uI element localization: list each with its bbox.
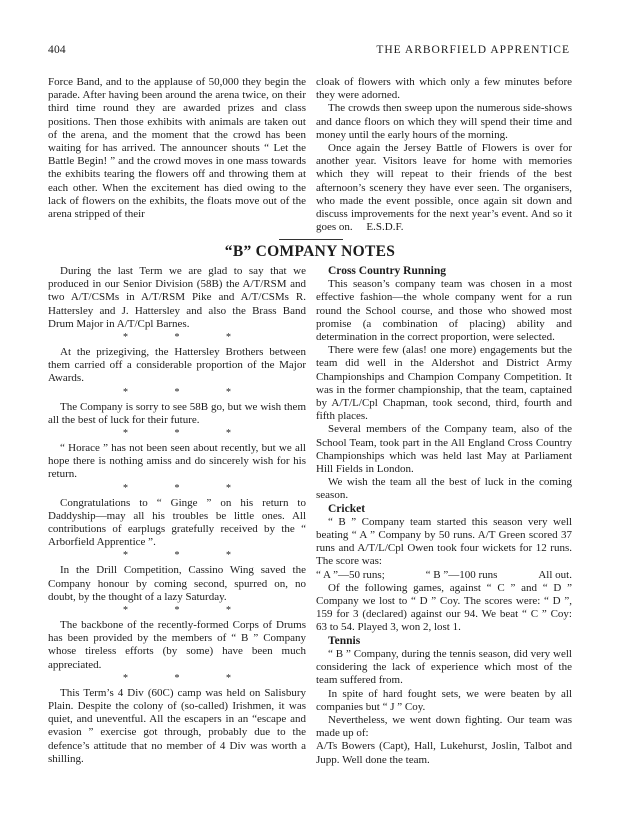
page-number: 404 <box>48 44 66 56</box>
paragraph: Nevertheless, we went down fighting. Our team was made up of: <box>316 713 572 740</box>
article-continuation-right <box>316 76 572 234</box>
paragraph: Once again the Jersey Battle of Flowers is over for another year. Visitors leave for home with memories which they will repeat to their friends of the best afternoon’s scenery they have ever seen. The organisers, who made the event possible, once again sit down and discuss improvements for the next year’s event. And so it goes on. E.S.D.F. <box>316 142 572 234</box>
paragraph: There were few (alas! one more) engagements but the team did well in the Aldershot and District Army Championships and Champion Company Competition. It was in the former championship, that the team, captained by A/T/L/Cpl Chapman, took second, third, fourth and fifth places. <box>316 344 572 423</box>
note-paragraph: “ Horace ” has not been seen about recently, but we all hope there is nothing amiss and do sincerely wish for his return. <box>48 442 306 481</box>
note-paragraph: At the prizegiving, the Hattersley Brothers between them carried off a considerable proportion of the Major Awards. <box>48 346 306 385</box>
separator-stars: * * * <box>123 605 253 617</box>
separator-stars: * * * <box>123 672 253 684</box>
note-paragraph: This Term’s 4 Div (60C) camp was held on Salisbury Plain. Despite the colony of (so-called) Irishmen, it was quiet, and uneventful. All the escapers in an “escape and evasion ” exercise got through, probably due to the defence’s attitude that no member of 4 Div was worth a shilling. <box>48 686 306 765</box>
separator-stars: * * * <box>123 482 253 494</box>
paragraph: cloak of flowers with which only a few minutes before they were adorned. <box>316 76 572 102</box>
separator-stars: * * * <box>123 386 253 398</box>
paragraph: The crowds then sweep upon the numerous side-shows and dance floors on which they will spend their time and money until the early hours of the morning. <box>316 102 572 141</box>
separator-stars: * * * <box>123 332 253 344</box>
paragraph: Several members of the Company team, also of the School Team, took part in the All England Cross Country Championships which was held last May at Parliament Hill Fields in London. <box>316 423 572 476</box>
note-paragraph: The Company is sorry to see 58B go, but we wish them all the best of luck for their future. <box>48 400 306 426</box>
paragraph: Of the following games, against “ C ” and “ D ” Company we lost to “ D ” Coy. The scores were: “ D ”, 159 for 3 (declared) against our 94. We beat “ C ” Coy: 63 to 54. Played 3, won 2, lost 1. <box>316 581 572 634</box>
separator-stars: * * * <box>123 428 253 440</box>
paragraph: In spite of hard fought sets, we were beaten by all companies but “ J ” Coy. <box>316 687 572 713</box>
section-title: “B” COMPANY NOTES <box>224 243 396 260</box>
note-paragraph: In the Drill Competition, Cassino Wing saved the Company honour by coming second, spurred on, no doubt, by the thought of a lazy Saturday. <box>48 564 306 603</box>
cricket-score-line <box>316 569 572 582</box>
section-divider <box>279 239 343 240</box>
cross-country-heading: Cross Country Running <box>328 265 447 277</box>
tennis-heading: Tennis <box>328 634 361 647</box>
paragraph: This season’s company team was chosen in a most effective fashion—the whole company went for a run round the School course, and those who showed most promise (a combination of placing) ability and determination in the correct proportion, were selected. <box>316 278 572 344</box>
separator-stars: * * * <box>123 550 253 562</box>
sports-column <box>316 265 572 767</box>
company-notes-column <box>48 265 306 766</box>
paragraph: Force Band, and to the applause of 50,000 they begin the parade. After having been around the arena twice, on their third time round they are awarded prizes and class positions. Then those exhibits with animals are taken out of the arena, and the moment that the crowd has been waiting for has arrived. The announcer shouts “ Let the Battle Begin! ” and the crowd moves in one mass towards the exhibits tearing the flowers off and throwing them at each other. When the excitement has died owing to the lack of flowers on the exhibits, the floats move out of the arena stripped of their <box>48 76 306 221</box>
paragraph: We wish the team all the best of luck in the coming season. <box>316 476 572 502</box>
running-title: THE ARBORFIELD APPRENTICE <box>376 44 570 56</box>
author-initials: E.S.D.F. <box>366 221 404 234</box>
page-header <box>48 44 570 60</box>
cricket-heading: Cricket <box>328 502 366 515</box>
score-a: “ A ”—50 runs; <box>316 568 385 581</box>
note-paragraph: Congratulations to “ Ginge ” on his return to Daddyship—may all his troubles be little ones. All contributions of earplugs gratefully received by the “ Arborfield Apprentice ”. <box>48 496 306 549</box>
team-list: A/Ts Bowers (Capt), Hall, Lukehurst, Joslin, Talbot and Jupp. Well done the team. <box>316 740 572 766</box>
article-continuation-left <box>48 76 306 221</box>
score-b: “ B ”—100 runs <box>425 568 498 581</box>
paragraph: “ B ” Company team started this season very well beating “ A ” Company by 50 runs. A/T Green scored 37 runs and A/T/L/Cpl Owen took four wickets for 12 runs. The score was: <box>316 515 572 568</box>
note-paragraph: During the last Term we are glad to say that we produced in our Senior Division (58B) the A/T/RSM and two A/T/CSMs in A/T/RSM Pike and A/T/CSMs R. Hattersley and J. Hattersley and also the Brass Band Drum Major in A/T/Cpl Barnes. <box>48 265 306 330</box>
note-paragraph: The backbone of the recently-formed Corps of Drums has been provided by the members of “ B ” Company whose tireless efforts (by some) have been much appreciated. <box>48 619 306 671</box>
paragraph: “ B ” Company, during the tennis season, did very well considering the lack of experience which most of the team suffered from. <box>316 647 572 687</box>
score-note: All out. <box>538 568 572 581</box>
